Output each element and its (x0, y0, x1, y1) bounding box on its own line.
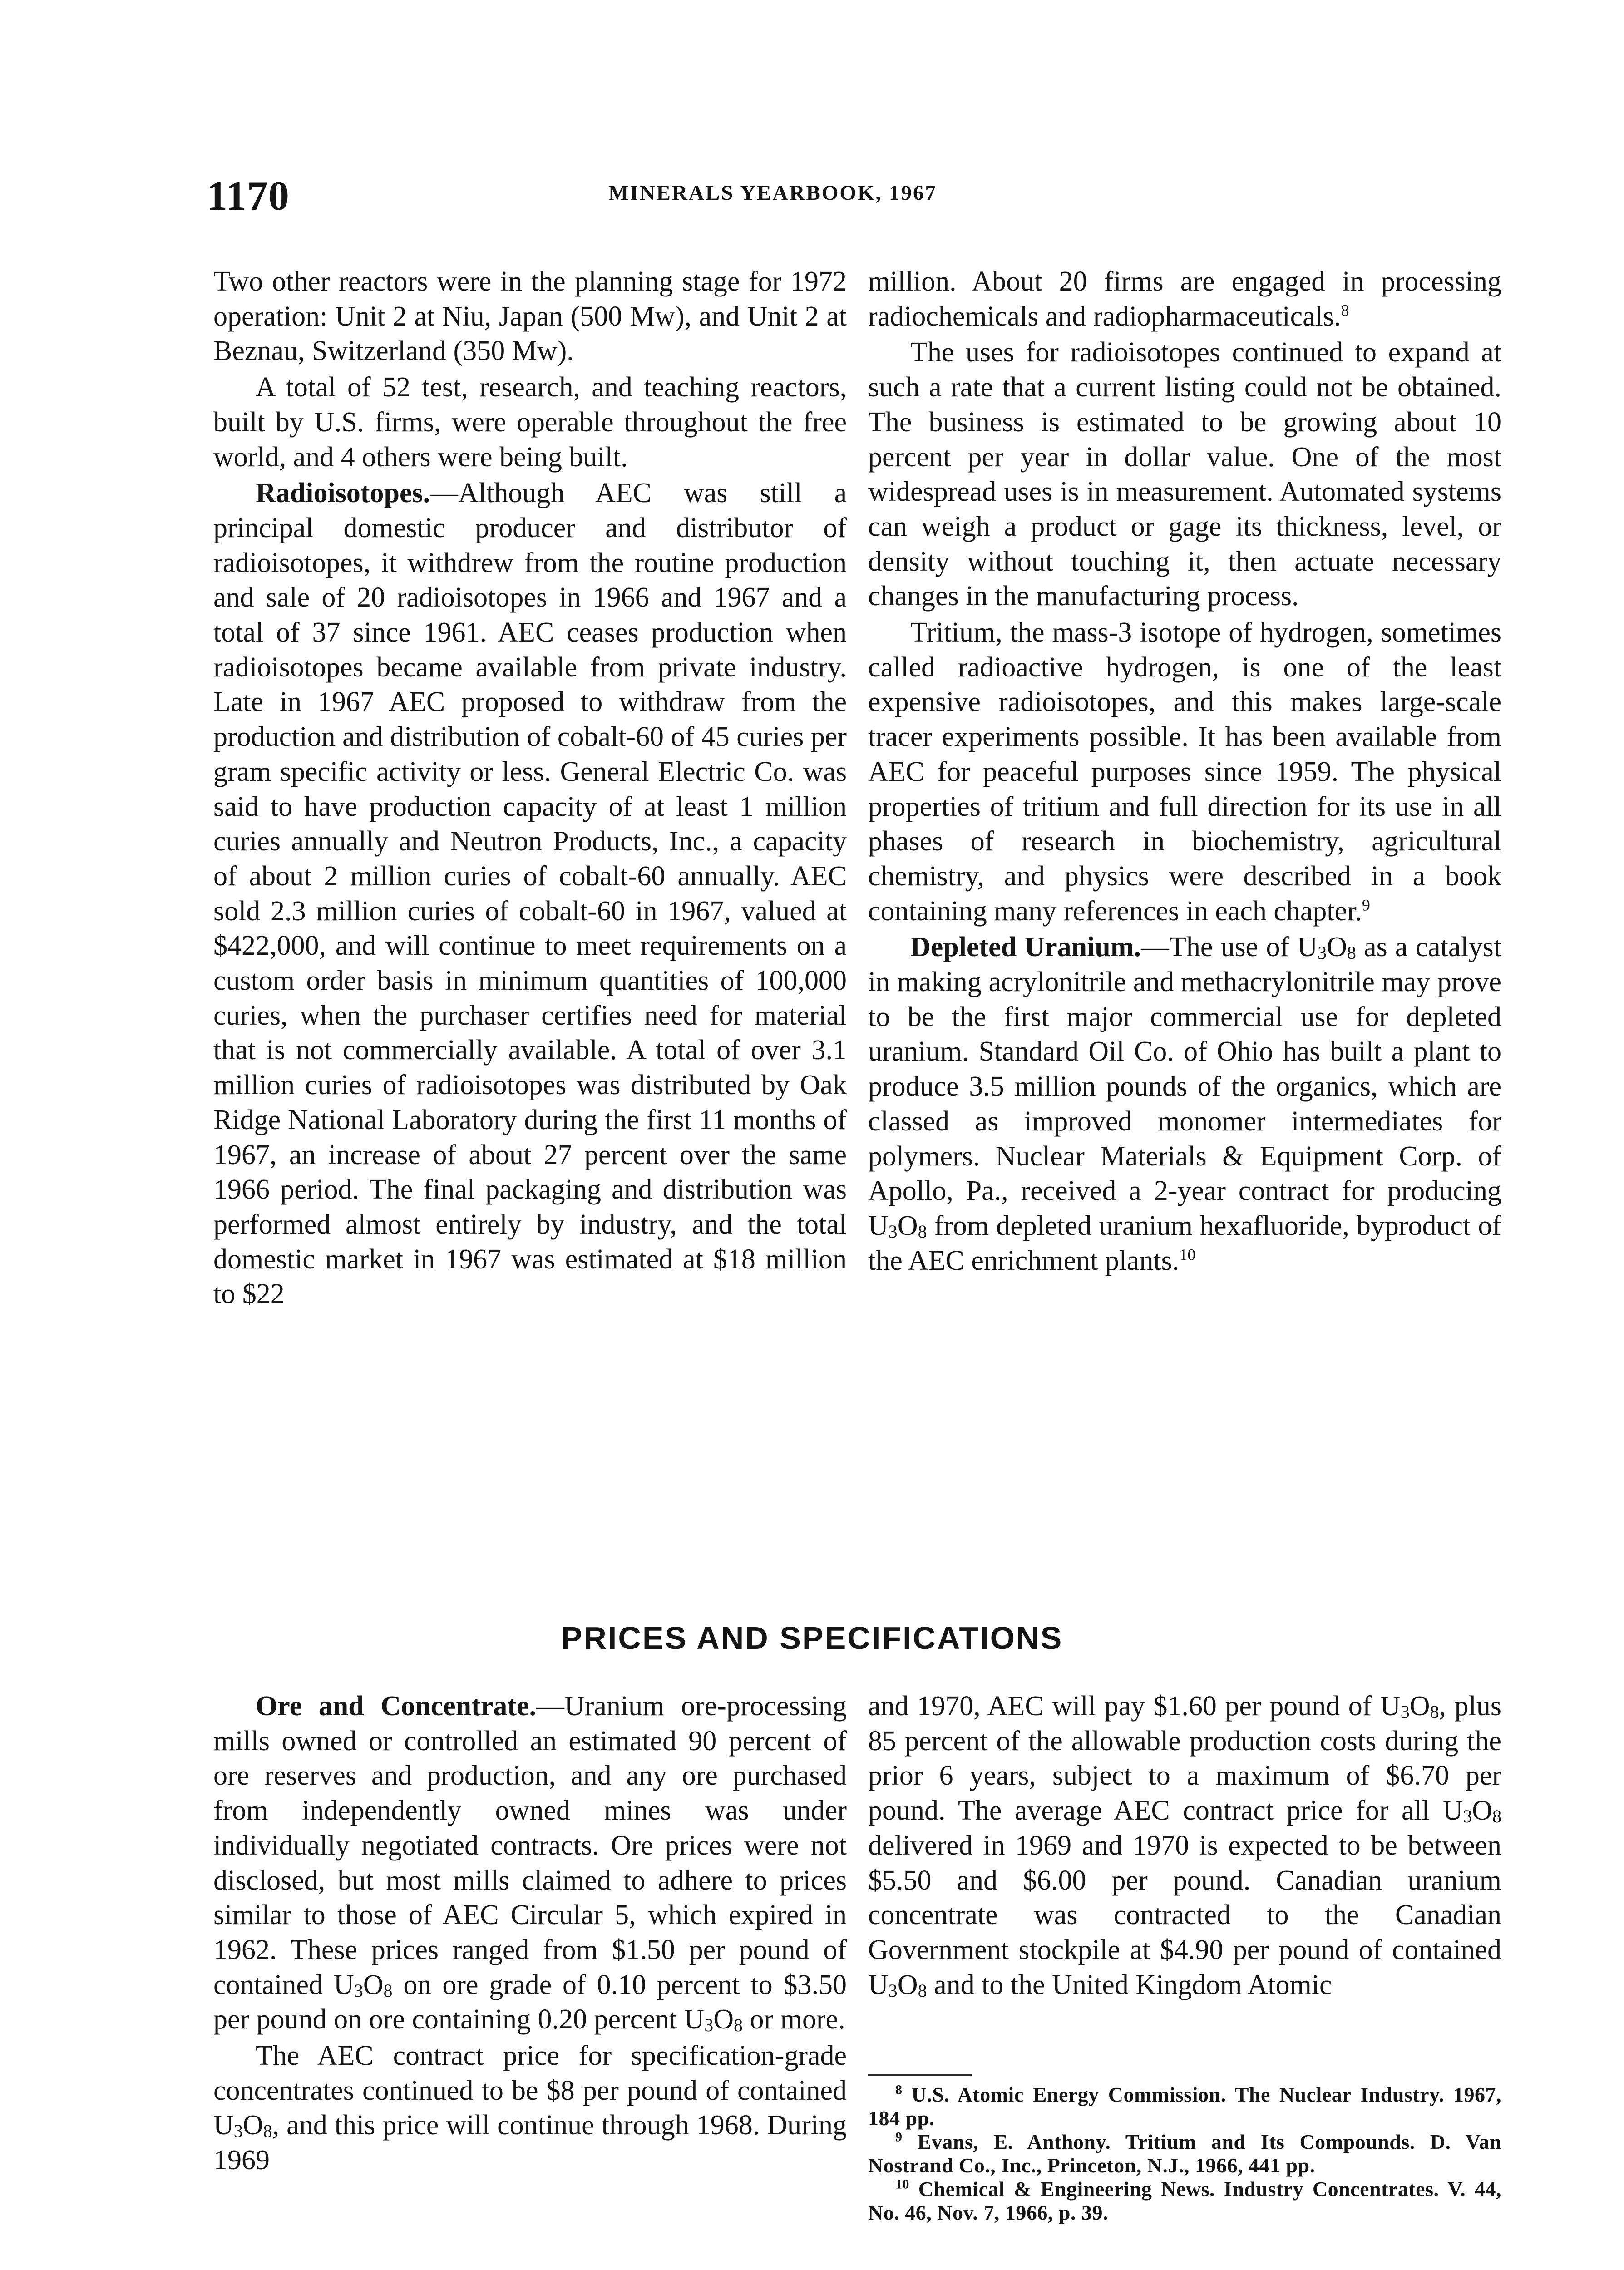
paragraph (213, 476, 847, 1312)
chem-subscript: 8 (383, 1980, 393, 2001)
footnote-text: U.S. Atomic Energy Commission. The Nuclear Industry. 1967, 184 pp. (868, 2083, 1502, 2130)
footnotes (868, 2083, 1501, 2225)
chem-subscript: 8 (918, 1980, 927, 2001)
chem-subscript: 8 (734, 2015, 743, 2036)
chem-symbol: O (713, 2004, 734, 2035)
paragraph-text: , plus 85 percent of the allowable production costs during the prior 6 years, subject to a maximum of $6.70 per pound. The average AEC contract price for all U (868, 1691, 1502, 1826)
footnote-rule (868, 2074, 972, 2076)
chem-symbol: O (1472, 1795, 1492, 1826)
chem-symbol: O (897, 1210, 918, 1241)
footnote (868, 2130, 1501, 2177)
page-number: 1170 (207, 173, 290, 219)
paragraph-text: million. About 20 firms are engaged in processing radiochemicals and radiopharmaceuticals. (868, 266, 1501, 332)
section-heading: PRICES AND SPECIFICATIONS (561, 1620, 1063, 1656)
chem-symbol: O (363, 1969, 384, 2000)
bottom-left-column (213, 1689, 847, 2178)
paragraph-text: or more. (750, 2004, 845, 2035)
footnote-number: 8 (895, 2082, 903, 2097)
paragraph-heading: Ore and Concentrate. (256, 1691, 536, 1722)
chem-subscript: 8 (263, 2121, 272, 2142)
chem-symbol: O (242, 2110, 263, 2141)
chem-subscript: 3 (1400, 1702, 1410, 1722)
paragraph (868, 615, 1501, 928)
top-right-column (868, 264, 1501, 1278)
paragraph: A total of 52 test, research, and teaching reactors, built by U.S. firms, were operable throughout the free world, and 4 others were being built. (213, 372, 847, 473)
footnote-text: Evans, E. Anthony. Tritium and Its Compounds. D. Van Nostrand Co., Inc., Princeton, N.J., 1966, 441 pp. (868, 2130, 1501, 2177)
paragraph (213, 2038, 847, 2178)
paragraph-text: on ore grade of 0.10 percent to $3.50 per pound on ore containing 0.20 percent U (213, 1969, 847, 2035)
footnote-number: 9 (895, 2129, 903, 2145)
footnote-text: Chemical & Engineering News. Industry Concentrates. V. 44, No. 46, Nov. 7, 1966, p. 39. (868, 2177, 1502, 2224)
chem-subscript: 3 (233, 2121, 243, 2142)
footnote-ref: 9 (1362, 896, 1370, 914)
footnote-number: 10 (895, 2176, 909, 2192)
top-left-column (213, 264, 847, 1312)
footnote (868, 2177, 1501, 2225)
paragraph-text: —Although AEC was still a principal domestic producer and distributor of radioisotopes, it withdrew from the routine production and sale of 20 radioisotopes in 1966 and 1967 and a total of 37 since 1961. AEC ceases production when radioisotopes became available from private industry. Late in 1967 AEC proposed to withdraw from the production and distribution of cobalt-60 of 45 curies per gram specific activity or less. General Electric Co. was said to have production capacity of at least 1 million curies annually and Neutron Products, Inc., a capacity of about 2 million curies of cobalt-60 annually. AEC sold 2.3 million curies of cobalt-60 in 1967, valued at $422,000, and will continue to meet requirements on a custom order basis in minimum quantities of 100,000 curies, when the purchaser certifies need for material that is not commercially available. A total of over 3.1 million curies of radioisotopes was distributed by Oak Ridge National Laboratory during the first 11 months of 1967, an increase of about 27 percent over the same 1966 period. The final packaging and distribution was performed almost entirely by industry, and the total domestic market in 1967 was estimated at $18 million to $22 (213, 478, 847, 1310)
chem-subscript: 8 (1347, 943, 1356, 963)
paragraph: The uses for radioisotopes continued to expand at such a rate that a current listing could not be obtained. The business is estimated to be growing about 10 percent per year in dollar value. One of the most widespread uses is in measurement. Automated systems can weigh a product or gage its thickness, level, or density without touching it, then actuate necessary changes in the manufacturing process. (868, 337, 1501, 612)
chem-symbol: O (1327, 932, 1347, 963)
paragraph-text: Tritium, the mass-3 isotope of hydrogen, sometimes called radioactive hydrogen, is one of the least expensive radioisotopes, and this makes large-scale tracer experiments possible. It has been available from AEC for peaceful purposes since 1959. The physical properties of tritium and full direction for its use in all phases of research in biochemistry, agricultural chemistry, and physics were described in a book containing many references in each chapter. (868, 617, 1501, 927)
chem-subscript: 3 (704, 2015, 714, 2036)
paragraph-text: and 1970, AEC will pay $1.60 per pound of U (868, 1691, 1401, 1722)
chem-subscript: 3 (354, 1980, 363, 2001)
paragraph-text: and to the United Kingdom Atomic (934, 1969, 1332, 2000)
chem-subscript: 8 (918, 1221, 927, 1242)
paragraph-text: —Uranium ore-processing mills owned or controlled an estimated 90 percent of ore reserves and production, and any ore purchased from independently owned mines was under individually negotiated contracts. Ore prices were not disclosed, but most mills claimed to adhere to prices similar to those of AEC Circular 5, which expired in 1962. These prices ranged from $1.50 per pound of contained U (213, 1691, 847, 2000)
chem-subscript: 3 (888, 1980, 898, 2001)
paragraph (868, 1689, 1501, 2002)
chem-subscript: 3 (1318, 943, 1327, 963)
paragraph-text: , and this price will continue through 1968. During 1969 (213, 2110, 847, 2176)
bottom-right-column (868, 1689, 1501, 2002)
paragraph-text: The AEC contract price for specification-grade concentrates continued to be $8 per pound of contained U (213, 2040, 847, 2141)
paragraph-heading: Depleted Uranium. (910, 932, 1141, 963)
footnote-ref: 8 (1341, 301, 1349, 320)
paragraph (868, 930, 1501, 1278)
running-title: MINERALS YEARBOOK, 1967 (608, 181, 938, 205)
chem-subscript: 8 (1492, 1806, 1501, 1827)
chem-subscript: 3 (1463, 1806, 1472, 1827)
chem-subscript: 3 (888, 1221, 898, 1242)
paragraph: Two other reactors were in the planning stage for 1972 operation: Unit 2 at Niu, Japan (500 Mw), and Unit 2 at Beznau, Switzerland (350 Mw). (213, 266, 847, 367)
paragraph-text: as a catalyst in making acrylonitrile and methacrylonitrile may prove to be the first major commercial use for depleted uranium. Standard Oil Co. of Ohio has built a plant to produce 3.5 million pounds of the organics, which are classed as improved monomer intermediates for polymers. Nuclear Materials & Equipment Corp. of Apollo, Pa., received a 2-year contract for producing U (868, 932, 1501, 1241)
footnote (868, 2083, 1501, 2130)
paragraph (213, 1689, 847, 2037)
paragraph (868, 264, 1501, 334)
chem-symbol: O (897, 1969, 918, 2000)
paragraph-text: delivered in 1969 and 1970 is expected to be between $5.50 and $6.00 per pound. Canadian uranium concentrate was contracted to the Canadian Government stockpile at $4.90 per pound of contained U (868, 1830, 1501, 2000)
footnote-ref: 10 (1179, 1245, 1196, 1264)
paragraph-heading: Radioisotopes. (256, 478, 430, 509)
chem-symbol: O (1409, 1691, 1430, 1722)
paragraph-text: from depleted uranium hexafluoride, byproduct of the AEC enrichment plants. (868, 1210, 1501, 1276)
paragraph-text: —The use of U (1141, 932, 1318, 963)
chem-subscript: 8 (1430, 1702, 1439, 1722)
